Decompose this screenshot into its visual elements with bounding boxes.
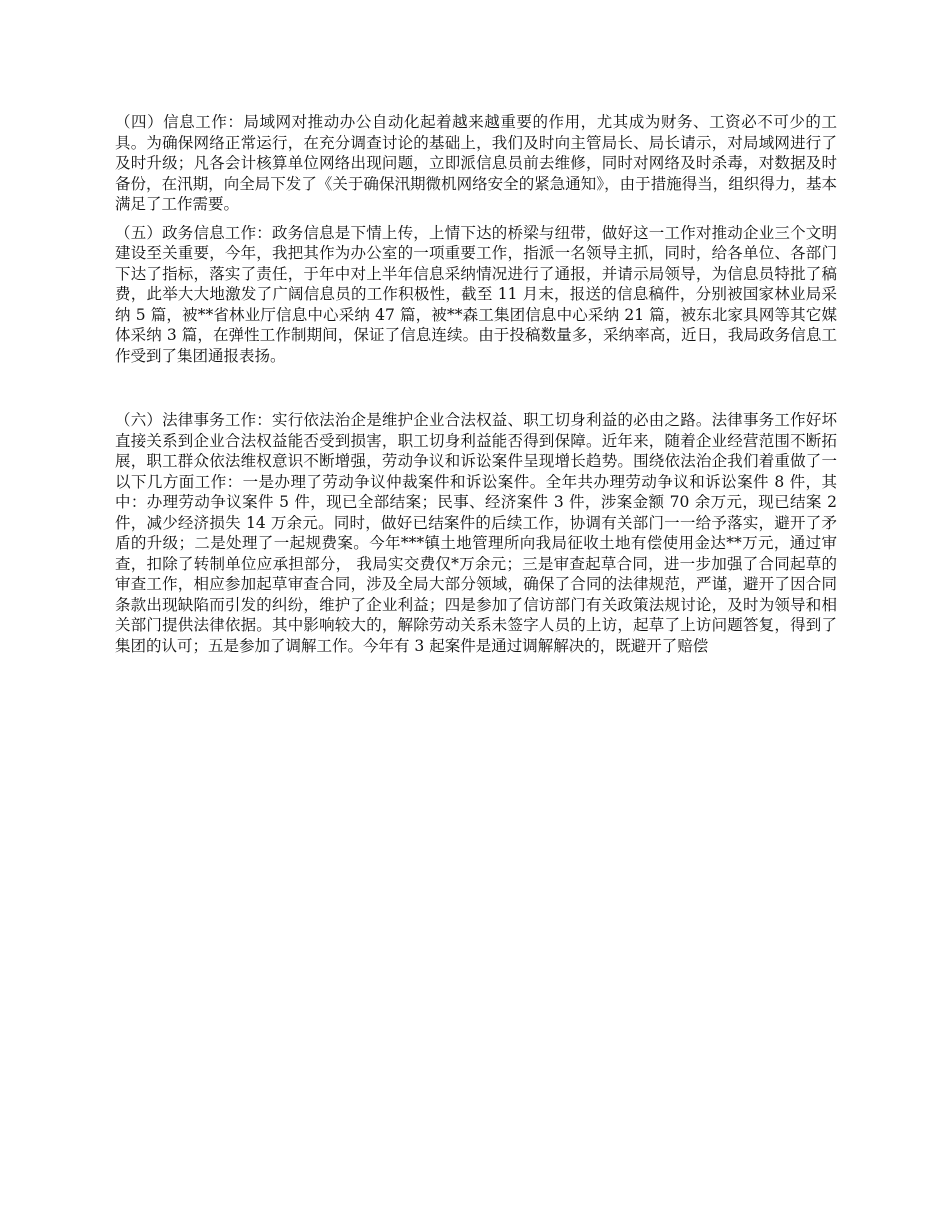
paragraph-spacer	[115, 215, 837, 223]
paragraph-information-work: （四）信息工作：局域网对推动办公自动化起着越来越重要的作用，尤其成为财务、工资必不可少的工具。为确保网络正常运行，在充分调查讨论的基础上，我们及时向主管局长、局长请示，对局域网进行了及时升级；凡各会计核算单位网络出现问题，立即派信息员前去维修，同时对网络及时杀毒，对数据及时备份，在汛期，向全局下发了《关于确保汛期微机网络安全的紧急通知》，由于措施得当，组织得力，基本满足了工作需要。	[115, 113, 837, 213]
paragraph-legal-affairs: （六）法律事务工作：实行依法治企是维护企业合法权益、职工切身利益的必由之路。法律事务工作好坏直接关系到企业合法权益能否受到损害，职工切身利益能否得到保障。近年来，随着企业经营范围不断拓展，职工群众依法维权意识不断增强，劳动争议和诉讼案件呈现增长趋势。围绕依法治企我们着重做了一以下几方面工作：一是办理了劳动争议仲裁案件和诉讼案件。全年共办理劳动争议和诉讼案件 8 件，其中：办理劳动争议案件 5 件，现已全部结案；民事、经济案件 3 件，涉案金额 70 余万元，现已结案 2 件，减少经济损失 14 万余元。同时，做好已结案件的后续工作，协调有关部门一一给予落实，避开了矛盾的升级；二是处理了一起规费案。今年***镇土地管理所向我局征收土地有偿使用金达**万元，通过审查，扣除了转制单位应承担部分， 我局实交费仅*万余元；三是审查起草合同，进一步加强了合同起草的审查工作，相应参加起草审查合同，涉及全局大部分领域，确保了合同的法律规范，严谨，避开了因合同条款出现缺陷而引发的纠纷，维护了企业利益；四是参加了信访部门有关政策法规讨论，及时为领导和相关部门提供法律依据。其中影响较大的，解除劳动关系未签字人员的上访，起草了上访问题答复，得到了集团的认可；五是参加了调解工作。今年有 3 起案件是通过调解解决的，既避开了赔偿	[115, 411, 837, 655]
document-page	[115, 112, 837, 656]
paragraph-spacer	[115, 366, 837, 410]
paragraph-government-information: （五）政务信息工作：政务信息是下情上传，上情下达的桥梁与纽带，做好这一工作对推动企业三个文明建设至关重要，今年，我把其作为办公室的一项重要工作，指派一名领导主抓，同时，给各单位、各部门下达了指标，落实了责任，于年中对上半年信息采纳情况进行了通报，并请示局领导，为信息员特批了稿费，此举大大地激发了广阔信息员的工作积极性，截至 11 月末，报送的信息稿件，分别被国家林业局采纳 5 篇，被**省林业厅信息中心采纳 47 篇，被**森工集团信息中心采纳 21 篇，被东北家具网等其它媒体采纳 3 篇，在弹性工作制期间，保证了信息连续。由于投稿数量多，采纳率高，近日，我局政务信息工作受到了集团通报表扬。	[115, 223, 837, 365]
